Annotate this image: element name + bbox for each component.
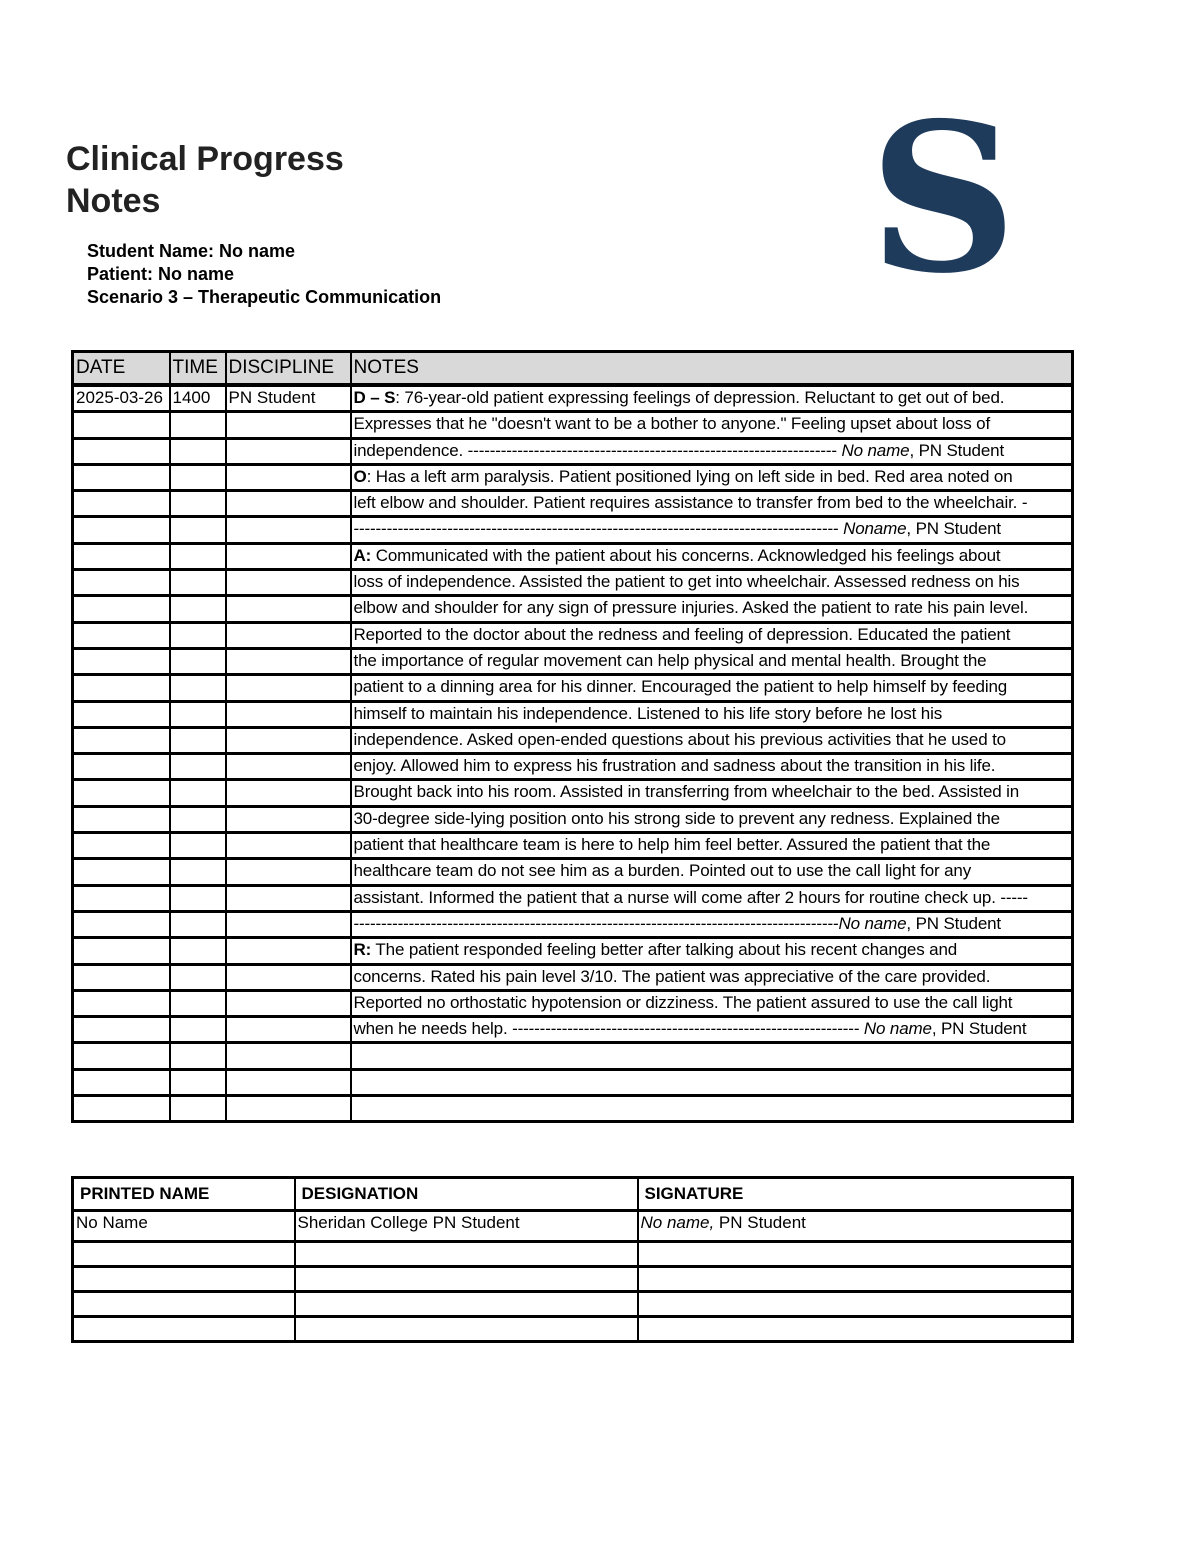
date-cell	[73, 622, 170, 648]
table-row	[73, 675, 1073, 701]
column-header-notes: NOTES	[351, 352, 1073, 386]
discipline-cell	[226, 911, 351, 937]
table-row	[73, 701, 1073, 727]
table-row	[73, 1096, 1073, 1122]
table-row	[73, 1017, 1073, 1043]
date-cell	[73, 859, 170, 885]
patient-name: Patient: No name	[87, 264, 235, 284]
note-line	[351, 727, 1073, 753]
note-text: Communicated with the patient about his concerns. Acknowledged his feelings about	[371, 545, 1001, 565]
note-line	[351, 570, 1073, 596]
discipline-cell	[226, 885, 351, 911]
discipline-cell	[226, 543, 351, 569]
table-row	[73, 385, 1073, 412]
note-text: left elbow and shoulder. Patient requires assistance to transfer from bed to the wheelchair. -	[353, 493, 1028, 513]
time-cell	[170, 727, 226, 753]
note-line	[351, 491, 1073, 517]
note-text: himself to maintain his independence. Listened to his life story before he lost his	[353, 703, 943, 723]
note-text: patient to a dinning area for his dinner. Encouraged the patient to help himself by feeding	[353, 677, 1008, 697]
table-row	[73, 491, 1073, 517]
table-row	[73, 648, 1073, 674]
date-cell	[73, 885, 170, 911]
note-text: patient that healthcare team is here to help him feel better. Assured the patient that the	[353, 835, 991, 855]
note-line	[351, 385, 1073, 412]
note-text: : 76-year-old patient expressing feelings of depression. Reluctant to get out of bed.	[395, 388, 1005, 407]
note-section-label: O	[353, 466, 367, 486]
time-cell	[170, 464, 226, 490]
date-cell	[73, 675, 170, 701]
note-line	[351, 517, 1073, 543]
column-header-discipline: DISCIPLINE	[226, 352, 351, 386]
notes-body	[73, 385, 1073, 1122]
discipline-cell	[226, 1043, 351, 1069]
signature-role: PN Student	[714, 1213, 806, 1232]
discipline-cell	[226, 701, 351, 727]
note-text: : Has a left arm paralysis. Patient positioned lying on left side in bed. Red area noted on	[366, 466, 1013, 486]
discipline-cell	[226, 990, 351, 1016]
discipline-cell	[226, 859, 351, 885]
signature-table	[71, 1176, 1074, 1343]
discipline-cell	[226, 1069, 351, 1095]
note-line	[351, 754, 1073, 780]
note-line	[351, 780, 1073, 806]
note-line	[351, 964, 1073, 990]
discipline-cell	[226, 727, 351, 753]
table-row	[73, 859, 1073, 885]
table-row	[73, 780, 1073, 806]
table-row	[73, 622, 1073, 648]
note-text: healthcare team do not see him as a burden. Pointed out to use the call light for any	[353, 861, 972, 881]
discipline-cell	[226, 622, 351, 648]
note-line	[351, 885, 1073, 911]
date-cell	[73, 911, 170, 937]
date-cell	[73, 491, 170, 517]
table-row	[73, 438, 1073, 464]
note-line	[351, 1096, 1073, 1122]
discipline-cell	[226, 596, 351, 622]
table-row	[73, 911, 1073, 937]
date-cell	[73, 412, 170, 438]
column-header-designation: DESIGNATION	[295, 1178, 638, 1211]
time-cell	[170, 859, 226, 885]
time-cell	[170, 543, 226, 569]
student-name: Student Name: No name	[87, 241, 296, 261]
note-text: when he needs help. ---------------------------------------------------------------	[353, 1019, 864, 1039]
date-cell	[73, 517, 170, 543]
note-line	[351, 438, 1073, 464]
note-signer-name: Noname	[843, 519, 907, 539]
printed-name-cell: No Name	[73, 1211, 295, 1242]
note-text: loss of independence. Assisted the patient to get into wheelchair. Assessed redness on his	[353, 572, 1020, 592]
note-signer-role: , PN Student	[909, 440, 1005, 460]
date-cell	[73, 543, 170, 569]
note-line	[351, 938, 1073, 964]
discipline-cell	[226, 438, 351, 464]
note-signer-name: No name	[841, 440, 910, 460]
designation-cell: Sheridan College PN Student	[295, 1211, 638, 1242]
logo-letter: S	[868, 112, 1018, 287]
progress-notes-table	[71, 350, 1074, 1123]
discipline-cell	[226, 1096, 351, 1122]
time-cell	[170, 938, 226, 964]
time-cell	[170, 1043, 226, 1069]
time-cell	[170, 1069, 226, 1095]
time-cell	[170, 990, 226, 1016]
discipline-cell	[226, 570, 351, 596]
time-cell	[170, 622, 226, 648]
table-row	[73, 1043, 1073, 1069]
time-cell	[170, 596, 226, 622]
time-cell	[170, 806, 226, 832]
time-cell	[170, 780, 226, 806]
date-cell	[73, 727, 170, 753]
note-line	[351, 675, 1073, 701]
signature-name: No name,	[640, 1213, 715, 1232]
note-line	[351, 833, 1073, 859]
discipline-cell	[226, 517, 351, 543]
note-text: elbow and shoulder for any sign of pressure injuries. Asked the patient to rate his pain level.	[353, 598, 1029, 618]
discipline-cell	[226, 491, 351, 517]
discipline-cell: PN Student	[226, 385, 351, 412]
note-line	[351, 464, 1073, 490]
table-row	[73, 806, 1073, 832]
date-cell	[73, 570, 170, 596]
note-line	[351, 622, 1073, 648]
time-cell	[170, 885, 226, 911]
date-cell	[73, 754, 170, 780]
signature-row-empty	[73, 1267, 1073, 1292]
scenario-title: Scenario 3 – Therapeutic Communication	[87, 287, 442, 307]
date-cell	[73, 990, 170, 1016]
table-row	[73, 596, 1073, 622]
signature-header-row	[73, 1178, 1073, 1211]
note-text: ----------------------------------------------------------------------------------------	[353, 913, 839, 933]
note-line	[351, 1043, 1073, 1069]
note-text: 30-degree side-lying position onto his strong side to prevent any redness. Explained the	[353, 808, 1000, 828]
note-line	[351, 859, 1073, 885]
note-text: Expresses that he "doesn't want to be a bother to anyone." Feeling upset about loss of	[353, 414, 991, 434]
note-text: ----------------------------------------------------------------------------------------	[353, 519, 844, 539]
note-signer-role: , PN Student	[906, 519, 1002, 539]
date-cell	[73, 780, 170, 806]
discipline-cell	[226, 412, 351, 438]
discipline-cell	[226, 806, 351, 832]
signature-row-empty	[73, 1317, 1073, 1342]
time-cell	[170, 701, 226, 727]
date-cell	[73, 701, 170, 727]
time-cell	[170, 648, 226, 674]
time-cell	[170, 911, 226, 937]
note-signer-name: No name	[838, 913, 907, 933]
date-cell	[73, 833, 170, 859]
table-row	[73, 570, 1073, 596]
time-cell	[170, 675, 226, 701]
table-row	[73, 727, 1073, 753]
table-row	[73, 885, 1073, 911]
discipline-cell	[226, 464, 351, 490]
time-cell	[170, 1096, 226, 1122]
time-cell	[170, 491, 226, 517]
discipline-cell	[226, 754, 351, 780]
time-cell	[170, 1017, 226, 1043]
signature-row	[73, 1211, 1073, 1242]
note-text: assistant. Informed the patient that a nurse will come after 2 hours for routine check up. -----	[353, 887, 1028, 907]
page-title	[66, 138, 344, 222]
column-header-signature: SIGNATURE	[638, 1178, 1073, 1211]
discipline-cell	[226, 964, 351, 990]
table-row	[73, 964, 1073, 990]
discipline-cell	[226, 648, 351, 674]
title-line-2: Notes	[66, 182, 161, 220]
date-cell	[73, 438, 170, 464]
signature-row-empty	[73, 1242, 1073, 1267]
discipline-cell	[226, 938, 351, 964]
note-signer-name: No name	[863, 1019, 932, 1039]
date-cell	[73, 964, 170, 990]
note-line	[351, 911, 1073, 937]
time-cell	[170, 754, 226, 780]
note-section-label: R:	[353, 940, 372, 960]
note-text: the importance of regular movement can help physical and mental health. Brought the	[353, 650, 987, 670]
date-cell	[73, 464, 170, 490]
note-line	[351, 806, 1073, 832]
time-cell	[170, 570, 226, 596]
note-line	[351, 543, 1073, 569]
table-row	[73, 543, 1073, 569]
note-line	[351, 990, 1073, 1016]
time-cell	[170, 833, 226, 859]
column-header-printed-name: PRINTED NAME	[73, 1178, 295, 1211]
note-line	[351, 412, 1073, 438]
note-text: Reported no orthostatic hypotension or dizziness. The patient assured to use the call light	[353, 992, 1013, 1012]
table-row	[73, 517, 1073, 543]
date-cell	[73, 1069, 170, 1095]
note-line	[351, 648, 1073, 674]
date-cell	[73, 1017, 170, 1043]
note-text: Reported to the doctor about the redness and feeling of depression. Educated the patient	[353, 624, 1011, 644]
table-row	[73, 990, 1073, 1016]
note-signer-role: , PN Student	[931, 1019, 1027, 1039]
time-cell	[170, 964, 226, 990]
date-cell	[73, 1096, 170, 1122]
time-cell: 1400	[170, 385, 226, 412]
discipline-cell	[226, 780, 351, 806]
title-line-1: Clinical Progress	[66, 140, 344, 178]
table-row	[73, 412, 1073, 438]
note-text: enjoy. Allowed him to express his frustration and sadness about the transition in his life.	[353, 756, 996, 776]
note-signer-role: , PN Student	[906, 913, 1002, 933]
date-cell	[73, 806, 170, 832]
column-header-time: TIME	[170, 352, 226, 386]
date-cell	[73, 938, 170, 964]
note-text: independence. Asked open-ended questions about his previous activities that he used to	[353, 729, 1006, 749]
table-row	[73, 464, 1073, 490]
table-row	[73, 938, 1073, 964]
note-line	[351, 1069, 1073, 1095]
document-meta	[87, 240, 441, 309]
note-section-label: A:	[353, 545, 372, 565]
note-line	[351, 701, 1073, 727]
sheridan-logo-icon	[858, 112, 1028, 287]
discipline-cell	[226, 675, 351, 701]
note-text: independence. -------------------------------------------------------------------	[353, 440, 842, 460]
note-line	[351, 1017, 1073, 1043]
time-cell	[170, 517, 226, 543]
table-row	[73, 754, 1073, 780]
discipline-cell	[226, 1017, 351, 1043]
column-header-date: DATE	[73, 352, 170, 386]
date-cell	[73, 648, 170, 674]
signature-row-empty	[73, 1292, 1073, 1317]
table-row	[73, 833, 1073, 859]
date-cell	[73, 1043, 170, 1069]
notes-header-row	[73, 352, 1073, 386]
time-cell	[170, 438, 226, 464]
note-line	[351, 596, 1073, 622]
note-text: The patient responded feeling better after talking about his recent changes and	[371, 940, 958, 960]
date-cell	[73, 596, 170, 622]
table-row	[73, 1069, 1073, 1095]
time-cell	[170, 412, 226, 438]
note-section-label: D – S	[353, 388, 396, 407]
date-cell: 2025-03-26	[73, 385, 170, 412]
note-text: Brought back into his room. Assisted in transferring from wheelchair to the bed. Assisted in	[353, 782, 1020, 802]
signature-cell	[638, 1211, 1073, 1242]
note-text: concerns. Rated his pain level 3/10. The patient was appreciative of the care provided.	[353, 966, 991, 986]
discipline-cell	[226, 833, 351, 859]
